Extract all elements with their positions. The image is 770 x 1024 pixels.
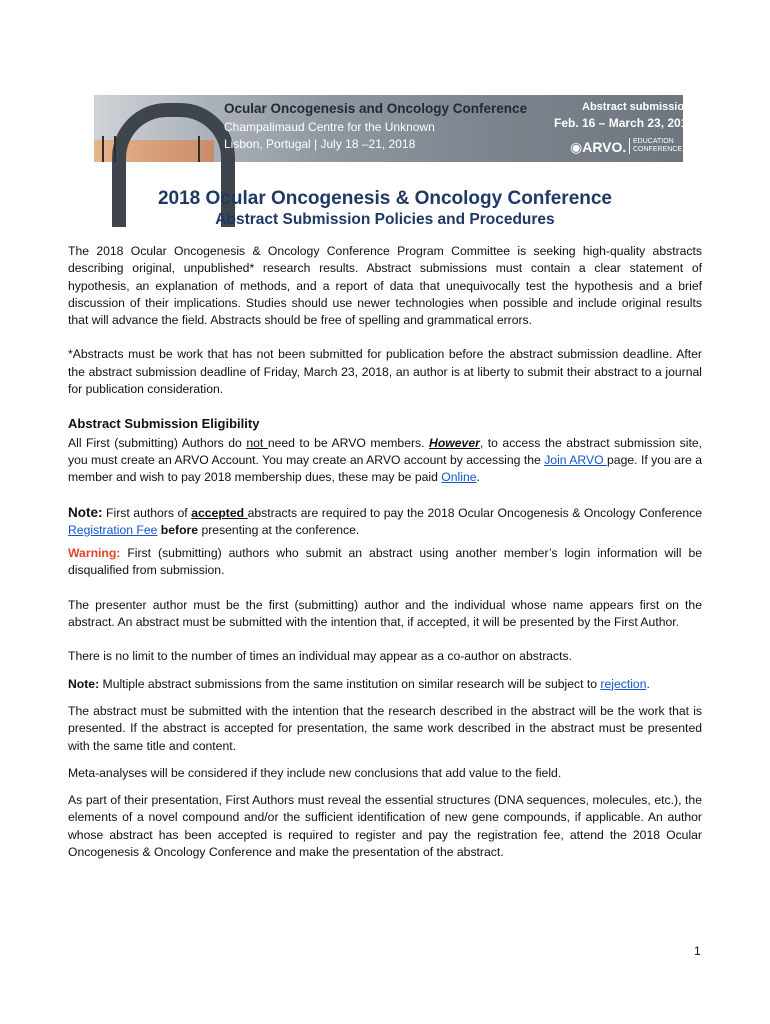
page-number: 1 xyxy=(694,944,701,958)
footnote-paragraph: *Abstracts must be work that has not been submitted for publication before the abstract submission deadline. After the abstract submission deadline of Friday, March 23, 2018, an author is at liberty to submit their abstract to a journal for publication consideration. xyxy=(68,347,702,397)
warning-label: Warning: xyxy=(68,546,121,561)
eligibility-heading: Abstract Submission Eligibility xyxy=(68,416,260,432)
presentation-paragraph: As part of their presentation, First Authors must reveal the essential structures (DNA sequences, molecules, etc.), the elements of a novel compound and/or the sufficient identification of new gene compounds, if applicable. An author whose abstract has been accepted is required to register and pay the registration fee, attend the 2018 Ocular Oncogenesis & Oncology Conference and make the presentation of the abstract. xyxy=(68,793,702,860)
registration-note xyxy=(68,504,702,540)
banner-pole xyxy=(102,136,104,162)
registration-fee-link[interactable]: Registration Fee xyxy=(68,522,158,537)
intro-paragraph: The 2018 Ocular Oncogenesis & Oncology Conference Program Committee is seeking high-quality abstracts describing original, unpublished* research results. Abstract submissions must contain a clear statement of hypothesis, an explanation of methods, and a report of data that unequivocally test the hypothesis and a brief discussion of their implications. Studies should use newer technologies when possible and include original results that will advance the field. Abstracts should be free of spelling and grammatical errors. xyxy=(68,244,702,328)
presenter-paragraph: The presenter author must be the first (submitting) author and the individual whose name appears first on the abstract. An abstract must be submitted with the intention that, if accepted, it will be presented by the First Author. xyxy=(68,597,702,630)
text: First authors of xyxy=(102,505,192,520)
online-dues-link[interactable]: Online xyxy=(441,470,477,485)
text: need to be ARVO members. xyxy=(267,435,430,450)
coauthor-paragraph: There is no limit to the number of times an individual may appear as a co-author on abstracts. xyxy=(68,649,573,664)
text: abstracts are required to pay the 2018 Ocular Oncogenesis & Oncology Conference xyxy=(247,505,702,520)
text: . xyxy=(476,470,480,485)
text: , to access the abstract submission site, you must create an ARVO Account. You may create an ARVO account by accessing the xyxy=(68,435,702,467)
banner-submission-label: Abstract submission: xyxy=(582,101,695,113)
banner-location: Lisbon, Portugal | July 18 –21, 2018 xyxy=(224,137,416,151)
text: First (submitting) authors who submit an abstract using another member’s login information will be disqualified from submission. xyxy=(68,546,702,578)
text: All First (submitting) Authors do xyxy=(68,435,247,450)
text: Multiple abstract submissions from the same institution on similar research will be subject to xyxy=(99,676,601,691)
banner-venue: Champalimaud Centre for the Unknown xyxy=(224,120,435,134)
warning-paragraph xyxy=(68,545,702,580)
conference-banner xyxy=(94,95,695,162)
intention-paragraph: The abstract must be submitted with the intention that the research described in the abstract will be the work that is presented. If the abstract is accepted for presentation, the same work described in the abstract must be presented with the same title and content. xyxy=(68,703,702,753)
page-subtitle: Abstract Submission Policies and Procedures xyxy=(215,211,555,228)
meta-analysis-paragraph: Meta-analyses will be considered if they include new conclusions that add value to the field. xyxy=(68,765,562,780)
document-body xyxy=(68,243,702,861)
emphasis-before: before xyxy=(157,522,199,537)
arvo-logo-subtitle: EDUCATION CONFERENCE xyxy=(629,138,679,154)
join-arvo-link[interactable]: Join ARVO xyxy=(544,452,608,467)
text: page. If you are a member and wish to pay 2018 membership dues, these may be paid xyxy=(68,452,702,485)
emphasis-however: However xyxy=(429,435,480,450)
banner-title: Ocular Oncogenesis and Oncology Conference xyxy=(224,101,528,116)
multiple-submissions-note xyxy=(68,676,702,693)
note-label: Note: xyxy=(68,676,100,691)
rejection-link[interactable]: rejection xyxy=(600,676,647,691)
text: . xyxy=(646,676,650,691)
emphasis-accepted: accepted xyxy=(191,505,248,520)
note-label: Note: xyxy=(68,504,103,520)
banner-pole xyxy=(198,136,200,162)
eligibility-paragraph xyxy=(68,435,702,487)
arvo-logo: ◉ARVO. xyxy=(570,139,627,155)
banner-submission-dates: Feb. 16 – March 23, 2018 xyxy=(554,116,695,130)
banner-pole xyxy=(114,136,116,162)
page-title: 2018 Ocular Oncogenesis & Oncology Conference xyxy=(157,188,613,209)
emphasis-not: not xyxy=(246,435,268,450)
text: presenting at the conference. xyxy=(198,522,360,537)
